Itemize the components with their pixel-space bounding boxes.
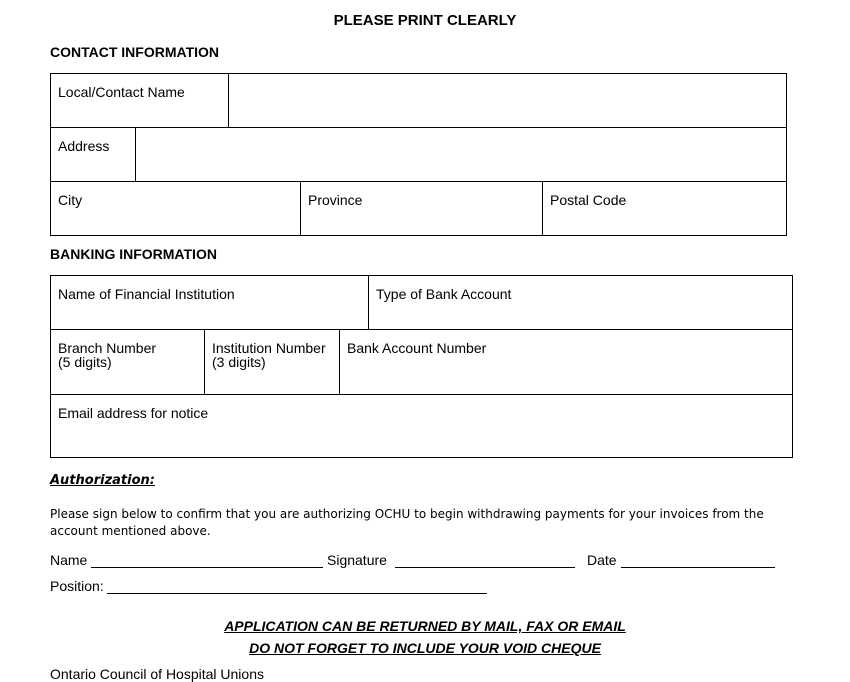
account-number-field[interactable] <box>340 330 793 395</box>
name-line[interactable] <box>91 553 323 568</box>
void-cheque-notice: DO NOT FORGET TO INCLUDE YOUR VOID CHEQUE <box>249 640 601 656</box>
return-notice: APPLICATION CAN BE RETURNED BY MAIL, FAX OR EMAIL <box>224 618 626 634</box>
postal-code-label: Postal Code <box>550 192 627 208</box>
email-field[interactable] <box>51 395 793 458</box>
address-label-cell <box>51 128 136 182</box>
institution-number-hint: (3 digits) <box>212 354 266 370</box>
org-name: Ontario Council of Hospital Unions <box>50 666 264 682</box>
branch-number-label: Branch Number <box>58 340 157 356</box>
branch-number-field[interactable] <box>51 330 205 395</box>
banking-table <box>50 275 793 458</box>
date-line[interactable] <box>621 553 775 568</box>
city-label: City <box>58 192 83 208</box>
authorization-text: Please sign below to confirm that you are authorizing OCHU to begin withdrawing payments for your invoices from the account mentioned above. <box>50 507 764 538</box>
account-number-label: Bank Account Number <box>347 340 487 356</box>
contact-name-label-cell <box>51 74 229 128</box>
contact-heading: CONTACT INFORMATION <box>50 44 220 60</box>
account-type-label: Type of Bank Account <box>376 286 512 302</box>
email-label: Email address for notice <box>58 405 209 421</box>
position-label: Position: <box>50 578 104 594</box>
date-label: Date <box>587 552 617 568</box>
contact-name-field[interactable] <box>229 74 787 128</box>
branch-number-hint: (5 digits) <box>58 354 112 370</box>
position-line[interactable] <box>107 579 487 594</box>
banking-heading: BANKING INFORMATION <box>50 246 217 262</box>
institution-name-label: Name of Financial Institution <box>58 286 235 302</box>
name-label: Name <box>50 552 88 568</box>
postal-code-field[interactable] <box>543 182 787 236</box>
province-label: Province <box>308 192 363 208</box>
address-label: Address <box>58 138 110 154</box>
authorization-heading: Authorization: <box>50 473 155 488</box>
page-title: PLEASE PRINT CLEARLY <box>333 12 517 29</box>
institution-number-label: Institution Number <box>212 340 326 356</box>
contact-name-label: Local/Contact Name <box>58 84 185 100</box>
contact-table <box>50 73 787 236</box>
province-field[interactable] <box>301 182 543 236</box>
address-field[interactable] <box>136 128 787 182</box>
institution-number-field[interactable] <box>205 330 340 395</box>
signature-line[interactable] <box>395 553 575 568</box>
city-field[interactable] <box>51 182 301 236</box>
account-type-field[interactable] <box>369 276 793 330</box>
institution-name-field[interactable] <box>51 276 369 330</box>
signature-label: Signature <box>327 552 387 568</box>
